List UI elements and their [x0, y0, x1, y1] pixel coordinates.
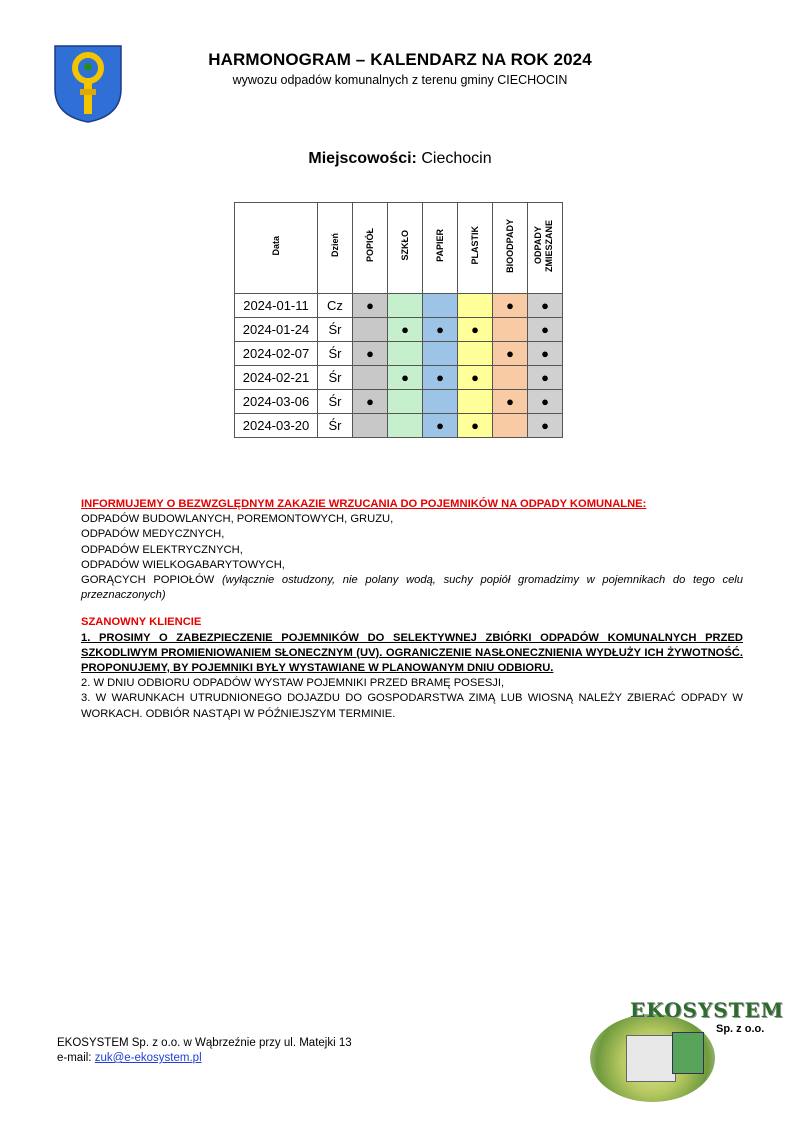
waste-cell: [388, 414, 423, 438]
page-subtitle: wywozu odpadów komunalnych z terenu gminy CIECHOCIN: [232, 73, 568, 87]
pickup-dot: ●: [541, 298, 549, 313]
pickup-dot: ●: [471, 418, 479, 433]
waste-cell: [528, 342, 563, 366]
date-cell: 2024-02-21: [235, 366, 318, 390]
table-row: [235, 390, 563, 414]
table-row: [235, 318, 563, 342]
waste-cell: [528, 390, 563, 414]
prohibition-item: ODPADÓW WIELKOGABARYTOWYCH,: [81, 558, 285, 571]
ash-item-note: (wyłącznie ostudzony, nie polany wodą, suchy popiół gromadzimy w pojemnikach do tego celu przeznaczonych): [81, 574, 743, 602]
waste-cell: [388, 390, 423, 414]
logo-brand: EKOSYSTEM: [630, 998, 784, 1022]
pickup-dot: ●: [541, 418, 549, 433]
pickup-dot: ●: [506, 394, 514, 409]
waste-cell: [423, 390, 458, 414]
table-row: [235, 294, 563, 318]
waste-cell: [388, 342, 423, 366]
pickup-dot: ●: [541, 346, 549, 361]
client-point-2: 2. W DNIU ODBIORU ODPADÓW WYSTAW POJEMNIKI PRZED BRAMĘ POSESJI,: [81, 677, 505, 690]
header-day: Dzień: [318, 203, 353, 294]
waste-cell: [353, 294, 388, 318]
waste-cell: [423, 294, 458, 318]
locality-label: Miejscowości: [308, 150, 412, 167]
locality-line: [0, 150, 800, 168]
notice-section: [81, 497, 743, 722]
client-point-1: 1. PROSIMY O ZABEZPIECZENIE POJEMNIKÓW DO SELEKTYWNEJ ZBIÓRKI ODPADÓW KOMUNALNYCH PRZED SZKODLIWYM PROMIENIOWANIEM SŁONECZNYM (UV). OGRANICZENIE NASŁONECZNIENIA WYDŁUŻY ICH ŻYWOTNOŚĆ. PROPONUJEMY, BY POJEMNIKI BYŁY WYSTAWIANE W PLANOWANYM DNIU ODBIORU.: [81, 631, 743, 675]
waste-cell: [458, 390, 493, 414]
logo-suffix: Sp. z o.o.: [716, 1023, 765, 1035]
header-plastik: PLASTIK: [458, 203, 493, 294]
header-date: Data: [235, 203, 318, 294]
waste-cell: [353, 318, 388, 342]
pickup-dot: ●: [401, 370, 409, 385]
waste-cell: [353, 390, 388, 414]
waste-cell: [353, 414, 388, 438]
truck-container-icon: [672, 1032, 704, 1074]
pickup-dot: ●: [506, 346, 514, 361]
company-address: EKOSYSTEM Sp. z o.o. w Wąbrzeźnie przy ul. Matejki 13: [57, 1037, 352, 1049]
pickup-dot: ●: [366, 298, 374, 313]
day-cell: Śr: [318, 366, 353, 390]
collection-schedule-table: [234, 202, 563, 438]
date-cell: 2024-01-24: [235, 318, 318, 342]
waste-cell: [493, 294, 528, 318]
waste-cell: [493, 366, 528, 390]
date-cell: 2024-03-20: [235, 414, 318, 438]
prohibition-item: ODPADÓW MEDYCZNYCH,: [81, 528, 225, 541]
table-row: [235, 414, 563, 438]
pickup-dot: ●: [541, 394, 549, 409]
day-cell: Śr: [318, 414, 353, 438]
page-title: HARMONOGRAM – KALENDARZ NA ROK 2024: [208, 50, 592, 69]
day-cell: Śr: [318, 342, 353, 366]
waste-cell: [493, 342, 528, 366]
waste-cell: [353, 366, 388, 390]
waste-cell: [388, 318, 423, 342]
pickup-dot: ●: [366, 346, 374, 361]
pickup-dot: ●: [471, 370, 479, 385]
prohibition-item: ODPADÓW ELEKTRYCZNYCH,: [81, 543, 243, 556]
waste-cell: [458, 342, 493, 366]
waste-cell: [493, 414, 528, 438]
date-cell: 2024-03-06: [235, 390, 318, 414]
date-cell: 2024-01-11: [235, 294, 318, 318]
pickup-dot: ●: [436, 322, 444, 337]
table-row: [235, 342, 563, 366]
email-line: [57, 1051, 352, 1066]
waste-cell: [423, 366, 458, 390]
waste-cell: [458, 318, 493, 342]
date-cell: 2024-02-07: [235, 342, 318, 366]
waste-cell: [528, 414, 563, 438]
waste-cell: [388, 366, 423, 390]
email-label: e-mail:: [57, 1052, 92, 1064]
header-odpady-zmieszane: ODPADY ZMIESZANE: [528, 203, 563, 294]
header-bioodpady: BIOODPADY: [493, 203, 528, 294]
email-link[interactable]: zuk@e-ekosystem.pl: [94, 1052, 202, 1064]
prohibition-item-ash: [81, 573, 743, 603]
header-popiol: POPIÓŁ: [353, 203, 388, 294]
waste-cell: [423, 342, 458, 366]
coat-of-arms-icon: [53, 44, 123, 124]
pickup-dot: ●: [436, 418, 444, 433]
waste-cell: [493, 318, 528, 342]
waste-cell: [528, 294, 563, 318]
prohibition-item: ODPADÓW BUDOWLANYCH, POREMONTOWYCH, GRUZU,: [81, 513, 394, 526]
locality-value: Ciechocin: [421, 150, 492, 167]
pickup-dot: ●: [541, 322, 549, 337]
day-cell: Śr: [318, 318, 353, 342]
ekosystem-logo: [586, 990, 784, 1110]
ash-item-label: GORĄCYCH POPIOŁÓW: [81, 574, 215, 587]
client-point-3: 3. W WARUNKACH UTRUDNIONEGO DOJAZDU DO GOSPODARSTWA ZIMĄ LUB WIOSNĄ NALEŻY ZBIERAĆ ODPADY W WORKACH. ODBIÓR NASTĄPI W PÓŹNIEJSZYM TERMINIE.: [81, 692, 743, 720]
footer: [57, 1036, 352, 1066]
client-heading: SZANOWNY KLIENCIE: [81, 616, 202, 629]
waste-cell: [528, 366, 563, 390]
header-szklo: SZKŁO: [388, 203, 423, 294]
waste-cell: [423, 414, 458, 438]
pickup-dot: ●: [471, 322, 479, 337]
waste-cell: [423, 318, 458, 342]
day-cell: Śr: [318, 390, 353, 414]
waste-cell: [493, 390, 528, 414]
waste-cell: [353, 342, 388, 366]
pickup-dot: ●: [541, 370, 549, 385]
pickup-dot: ●: [366, 394, 374, 409]
prohibition-heading: INFORMUJEMY O BEZWZGLĘDNYM ZAKAZIE WRZUCANIA DO POJEMNIKÓW NA ODPADY KOMUNALNE:: [81, 498, 647, 510]
table-header-row: [235, 203, 563, 294]
pickup-dot: ●: [506, 298, 514, 313]
truck-icon: [626, 1035, 676, 1082]
pickup-dot: ●: [436, 370, 444, 385]
pickup-dot: ●: [401, 322, 409, 337]
waste-cell: [458, 294, 493, 318]
waste-cell: [458, 414, 493, 438]
day-cell: Cz: [318, 294, 353, 318]
locality-colon: :: [411, 150, 417, 167]
waste-cell: [388, 294, 423, 318]
header-papier: PAPIER: [423, 203, 458, 294]
waste-cell: [458, 366, 493, 390]
table-row: [235, 366, 563, 390]
waste-cell: [528, 318, 563, 342]
